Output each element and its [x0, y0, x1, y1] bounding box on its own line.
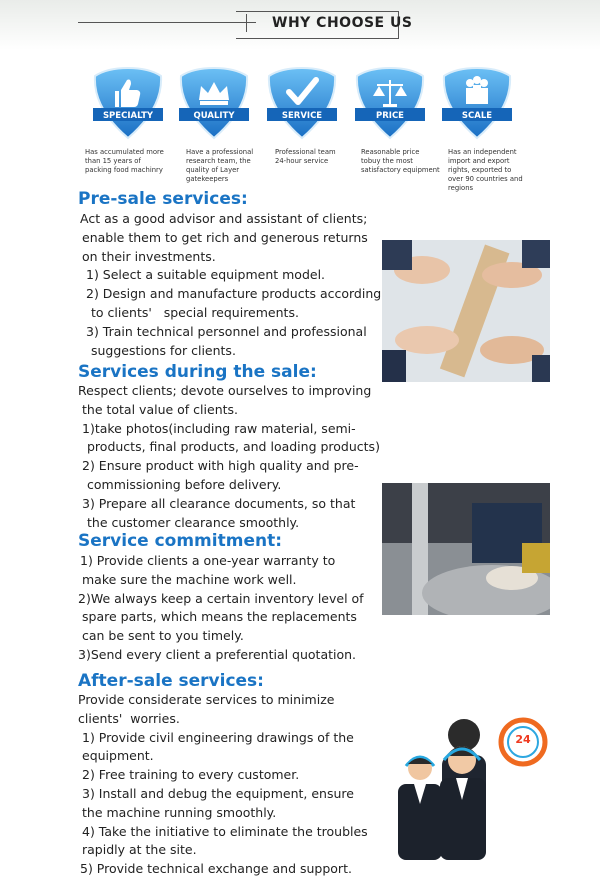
handshake-team-photo [382, 240, 550, 382]
during-sale-title: Services during the sale: [78, 362, 317, 382]
text-line: 2)We always keep a certain inventory level of [78, 590, 364, 606]
badge-quality [177, 66, 251, 140]
text-line: clients' worries. [78, 710, 180, 726]
badge-service [265, 66, 339, 140]
title-cross-mark-h [238, 22, 256, 23]
text-line: on their investments. [82, 248, 216, 264]
badge-description: Professional team 24-hour service [275, 148, 336, 165]
presale-title: Pre-sale services: [78, 189, 248, 209]
text-line: suggestions for clients. [91, 342, 236, 358]
text-line: 3)Send every client a preferential quotation. [78, 647, 357, 662]
text-line: Respect clients; devote ourselves to improving [78, 383, 372, 398]
text-line: 3) Install and debug the equipment, ensure [82, 786, 354, 801]
text-line: make sure the machine work well. [82, 571, 297, 587]
text-line: Act as a good advisor and assistant of clients; [80, 211, 368, 226]
customer-service-illustration [392, 710, 557, 860]
text-line: 2) Ensure product with high quality and pre- [82, 458, 359, 474]
badge-label: SCALE [461, 111, 493, 121]
text-line: 1) Provide clients a one-year warranty to [80, 553, 336, 568]
text-line: enable them to get rich and generous returns [82, 229, 368, 245]
commitment-title: Service commitment: [78, 531, 282, 551]
text-line: to clients' special requirements. [91, 305, 299, 320]
badge-label: QUALITY [193, 111, 235, 121]
text-line: can be sent to you timely. [82, 628, 244, 644]
text-line: 2) Design and manufacture products according [86, 286, 382, 302]
badge-label: SPECIALTY [102, 111, 154, 121]
badge-price [353, 66, 427, 140]
badge-label: PRICE [376, 111, 404, 121]
badge-label: SERVICE [281, 111, 323, 121]
text-line: commissioning before delivery. [87, 477, 282, 492]
clock-24-label: 24 [515, 733, 531, 746]
badge-scale [440, 66, 514, 140]
text-line: 3) Prepare all clearance documents, so that [82, 495, 356, 511]
text-line: 1) Select a suitable equipment model. [86, 267, 326, 283]
aftersale-title: After-sale services: [78, 671, 264, 691]
badge-description: Has accumulated more than 15 years of packing food machinry [85, 148, 164, 174]
text-line: rapidly at the site. [82, 842, 197, 858]
text-line: Provide considerate services to minimize [78, 692, 335, 707]
text-line: the machine running smoothly. [82, 804, 277, 820]
text-line: 4) Take the initiative to eliminate the troubles [82, 823, 368, 839]
text-line: 2) Free training to every customer. [82, 767, 300, 783]
text-line: the total value of clients. [82, 401, 238, 417]
machine-inspection-photo [382, 483, 550, 615]
page-title: WHY CHOOSE US [272, 15, 413, 31]
text-line: 5) Provide technical exchange and support. [80, 861, 352, 877]
text-line: equipment. [82, 748, 154, 764]
badge-description: Have a professional research team, the quality of Layer gatekeepers [186, 148, 254, 183]
text-line: spare parts, which means the replacements [82, 609, 357, 625]
badge-description: Has an independent import and export rights, exported to over 90 countries and regions [448, 148, 523, 192]
title-rule [78, 22, 243, 23]
title-cross-mark [246, 14, 247, 32]
text-line: 1) Provide civil engineering drawings of the [82, 729, 354, 745]
text-line: products, final products, and loading products) [87, 439, 380, 455]
badge-specialty [91, 66, 165, 140]
badge-description: Reasonable price tobuy the most satisfactory equipment [361, 148, 440, 174]
text-line: 1)take photos(including raw material, semi- [82, 420, 356, 436]
people-icon [466, 76, 488, 104]
text-line: the customer clearance smoothly. [87, 514, 300, 530]
text-line: 3) Train technical personnel and professional [86, 323, 367, 339]
